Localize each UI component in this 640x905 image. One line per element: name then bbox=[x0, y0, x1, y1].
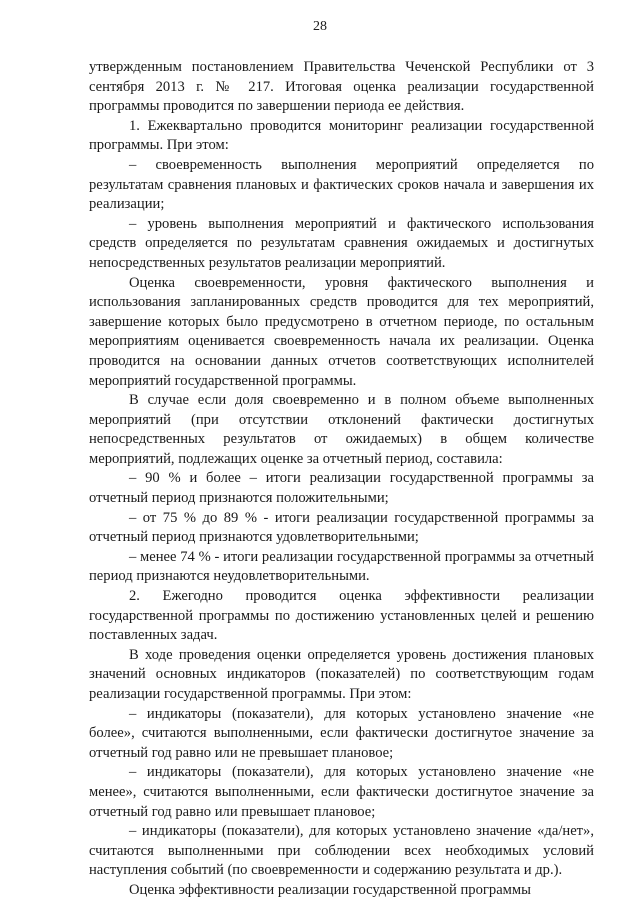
paragraph-indicators-level: В ходе проведения оценки определяется уровень достижения плановых значений основных индикаторов (показателей) по соответствующим годам реализации государственной программы. При этом: bbox=[89, 646, 594, 702]
document-body bbox=[89, 58, 594, 901]
page-number: 28 bbox=[313, 19, 327, 34]
paragraph-continuation: утвержденным постановлением Правительства Чеченской Республики от 3 сентября 2013 г. № 217. Итоговая оценка реализации государственной программы проводится по завершении периода ее действия. bbox=[89, 59, 594, 115]
paragraph-share-condition: В случае если доля своевременно и в полном объеме выполненных мероприятий (при отсутствии отклонений фактически достигнутых непосредственных результатов от ожидаемых) в общем количестве мероприятий, подлежащих оценке за отчетный период, составила: bbox=[89, 392, 594, 467]
list-item-yes-no: – индикаторы (показатели), для которых установлено значение «да/нет», считаются выполненными при соблюдении всех необходимых условий наступления событий (по своевременности и содержанию результата и др.). bbox=[89, 823, 594, 879]
list-item-execution-level: – уровень выполнения мероприятий и фактического использования средств определяется по результатам сравнения ожидаемых и достигнутых непосредственных результатов реализации мероприятий. bbox=[89, 215, 594, 271]
list-item-not-more: – индикаторы (показатели), для которых установлено значение «не более», считаются выполненными, если фактически достигнутое значение за отчетный год равно или не превышает плановое; bbox=[89, 705, 594, 761]
list-item-75-89-percent: – от 75 % до 89 % - итоги реализации государственной программы за отчетный период признаются удовлетворительными; bbox=[89, 509, 594, 546]
paragraph-quarterly-monitoring: 1. Ежеквартально проводится мониторинг реализации государственной программы. При этом: bbox=[89, 117, 594, 154]
list-item-not-less: – индикаторы (показатели), для которых установлено значение «не менее», считаются выполненными, если фактически достигнутое значение за отчетный год равно или превышает плановое; bbox=[89, 764, 594, 820]
paragraph-assessment: Оценка своевременности, уровня фактического выполнения и использования запланированных средств проводится для тех мероприятий, завершение которых было предусмотрено в отчетном периоде, по остальным мероприятиям оценивается своевременность начала их реализации. Оценка проводится на основании данных отчетов соответствующих исполнителей мероприятий государственной программы. bbox=[89, 274, 594, 389]
paragraph-annual-evaluation: 2. Ежегодно проводится оценка эффективности реализации государственной программы по достижению установленных целей и решению поставленных задач. bbox=[89, 588, 594, 644]
list-item-timeliness: – своевременность выполнения мероприятий определяется по результатам сравнения плановых и фактических сроков начала и завершения их реализации; bbox=[89, 156, 594, 213]
paragraph-efficiency-start: Оценка эффективности реализации государственной программы bbox=[129, 881, 531, 898]
list-item-below-74-percent: – менее 74 % - итоги реализации государственной программы за отчетный период признаются неудовлетворительными. bbox=[89, 548, 594, 585]
list-item-90-percent: – 90 % и более – итоги реализации государственной программы за отчетный период признаются положительными; bbox=[89, 470, 594, 507]
